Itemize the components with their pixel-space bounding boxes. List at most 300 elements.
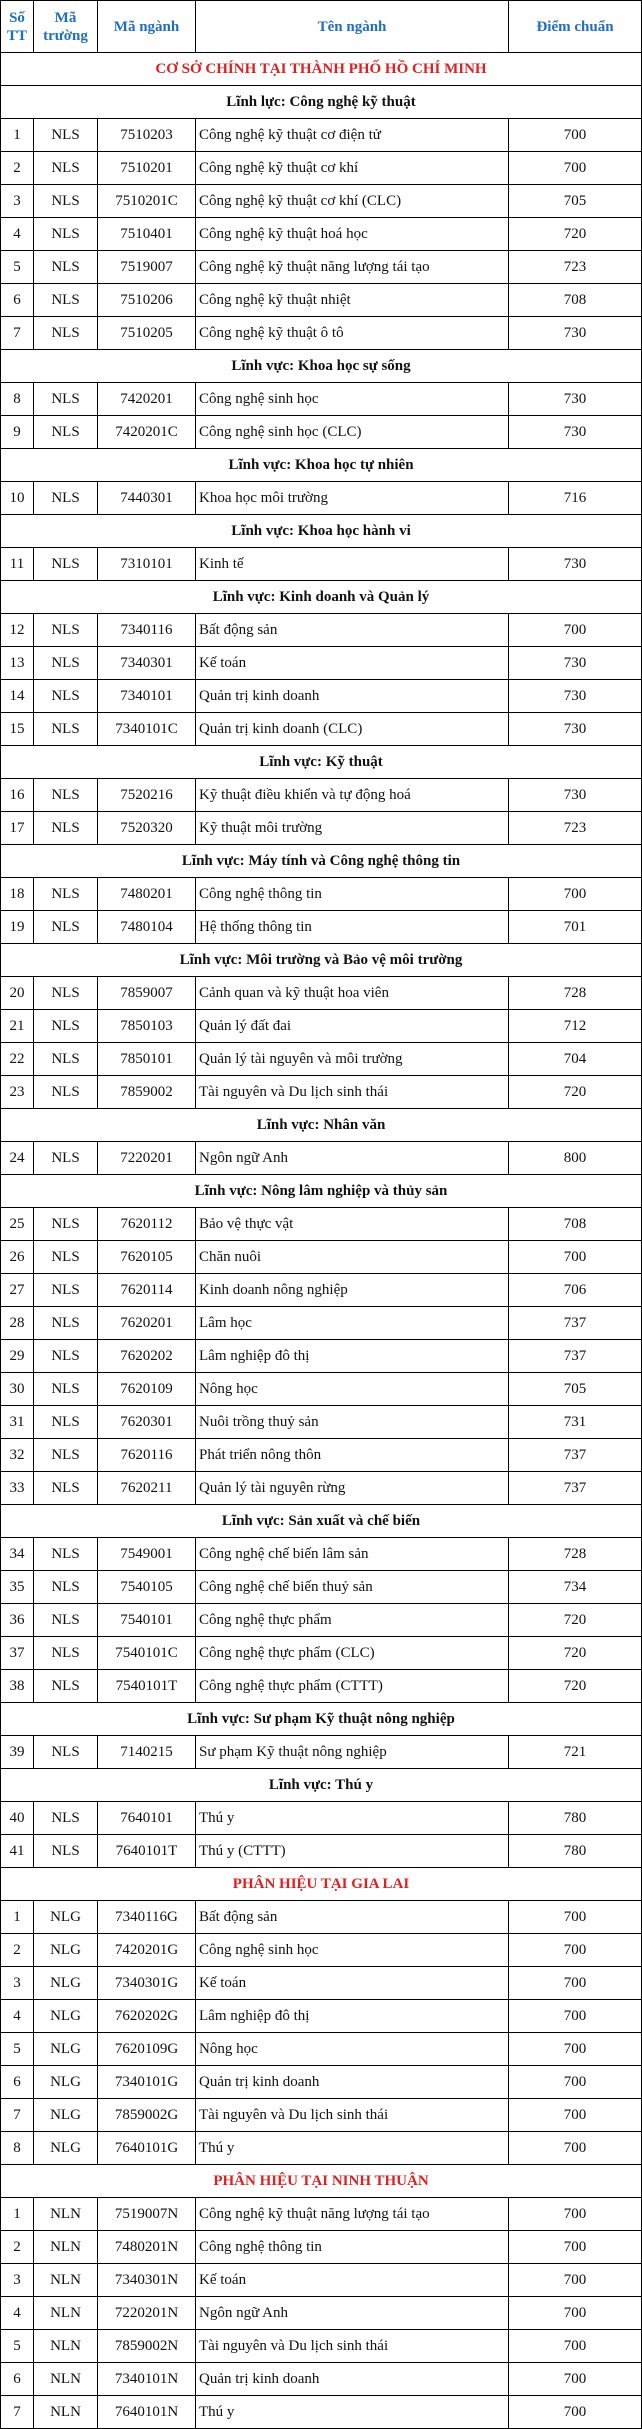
cell-stt: 17 <box>1 812 34 845</box>
cell-stt: 11 <box>1 548 34 581</box>
cell-major-code: 7480201N <box>98 2231 196 2264</box>
cell-cutoff-score: 731 <box>509 1406 642 1439</box>
cell-cutoff-score: 730 <box>509 416 642 449</box>
cell-stt: 14 <box>1 680 34 713</box>
cell-school-code: NLG <box>34 2000 98 2033</box>
cell-school-code: NLS <box>34 1241 98 1274</box>
table-row <box>1 119 642 152</box>
cell-cutoff-score: 700 <box>509 2396 642 2429</box>
cell-major-name: Quản lý tài nguyên và môi trường <box>196 1043 509 1076</box>
cell-major-name: Công nghệ kỹ thuật nhiệt <box>196 284 509 317</box>
cell-major-code: 7859002G <box>98 2099 196 2132</box>
campus-title: CƠ SỞ CHÍNH TẠI THÀNH PHỐ HỒ CHÍ MINH <box>1 53 642 86</box>
table-row <box>1 2396 642 2429</box>
cell-stt: 28 <box>1 1307 34 1340</box>
cell-stt: 38 <box>1 1670 34 1703</box>
cell-major-code: 7340101G <box>98 2066 196 2099</box>
cell-stt: 30 <box>1 1373 34 1406</box>
header-stt: Số TT <box>1 1 34 53</box>
cell-cutoff-score: 800 <box>509 1142 642 1175</box>
cell-stt: 19 <box>1 911 34 944</box>
cell-major-name: Ngôn ngữ Anh <box>196 1142 509 1175</box>
cell-stt: 5 <box>1 251 34 284</box>
field-row <box>1 515 642 548</box>
cell-major-name: Quản lý tài nguyên rừng <box>196 1472 509 1505</box>
cell-cutoff-score: 737 <box>509 1340 642 1373</box>
cell-school-code: NLS <box>34 185 98 218</box>
cell-major-name: Lâm học <box>196 1307 509 1340</box>
cell-cutoff-score: 723 <box>509 251 642 284</box>
cell-school-code: NLS <box>34 119 98 152</box>
cell-major-code: 7620202 <box>98 1340 196 1373</box>
table-row <box>1 1967 642 2000</box>
table-row <box>1 2231 642 2264</box>
campus-row <box>1 53 642 86</box>
table-row <box>1 548 642 581</box>
cell-stt: 7 <box>1 2099 34 2132</box>
table-row <box>1 680 642 713</box>
cell-stt: 29 <box>1 1340 34 1373</box>
table-row <box>1 1010 642 1043</box>
table-row <box>1 1637 642 1670</box>
cell-major-code: 7640101 <box>98 1802 196 1835</box>
cell-major-code: 7540101 <box>98 1604 196 1637</box>
cell-cutoff-score: 780 <box>509 1802 642 1835</box>
cell-stt: 25 <box>1 1208 34 1241</box>
cell-major-code: 7850103 <box>98 1010 196 1043</box>
cell-school-code: NLS <box>34 1571 98 1604</box>
cell-major-name: Quản trị kinh doanh (CLC) <box>196 713 509 746</box>
cell-school-code: NLN <box>34 2264 98 2297</box>
cell-major-name: Công nghệ sinh học <box>196 383 509 416</box>
cell-cutoff-score: 700 <box>509 614 642 647</box>
table-row <box>1 1472 642 1505</box>
cell-stt: 21 <box>1 1010 34 1043</box>
cell-cutoff-score: 720 <box>509 1076 642 1109</box>
cell-stt: 7 <box>1 317 34 350</box>
cell-school-code: NLS <box>34 1142 98 1175</box>
cell-major-code: 7340101C <box>98 713 196 746</box>
cell-major-code: 7859002N <box>98 2330 196 2363</box>
cell-major-code: 7620202G <box>98 2000 196 2033</box>
cell-major-code: 7850101 <box>98 1043 196 1076</box>
cell-school-code: NLS <box>34 878 98 911</box>
field-title: Lĩnh vực: Sản xuất và chế biến <box>1 1505 642 1538</box>
cell-school-code: NLS <box>34 251 98 284</box>
cell-major-name: Quản trị kinh doanh <box>196 2066 509 2099</box>
cell-school-code: NLS <box>34 1373 98 1406</box>
cell-stt: 26 <box>1 1241 34 1274</box>
table-row <box>1 1934 642 1967</box>
cell-major-code: 7420201 <box>98 383 196 416</box>
cell-major-code: 7480201 <box>98 878 196 911</box>
cell-school-code: NLS <box>34 1208 98 1241</box>
cell-school-code: NLS <box>34 317 98 350</box>
cell-cutoff-score: 720 <box>509 1670 642 1703</box>
cell-cutoff-score: 700 <box>509 2000 642 2033</box>
cell-major-name: Công nghệ kỹ thuật cơ khí (CLC) <box>196 185 509 218</box>
cell-cutoff-score: 700 <box>509 1934 642 1967</box>
cell-stt: 2 <box>1 2231 34 2264</box>
field-title: Lĩnh vực: Khoa học sự sống <box>1 350 642 383</box>
cell-stt: 5 <box>1 2033 34 2066</box>
table-row <box>1 2000 642 2033</box>
table-row <box>1 2066 642 2099</box>
cell-major-name: Kế toán <box>196 1967 509 2000</box>
field-row <box>1 1505 642 1538</box>
cell-cutoff-score: 728 <box>509 1538 642 1571</box>
cell-major-name: Tài nguyên và Du lịch sinh thái <box>196 2099 509 2132</box>
cell-major-code: 7340301 <box>98 647 196 680</box>
table-row <box>1 185 642 218</box>
cell-major-code: 7340101 <box>98 680 196 713</box>
cell-cutoff-score: 700 <box>509 152 642 185</box>
cell-school-code: NLS <box>34 1802 98 1835</box>
table-row <box>1 482 642 515</box>
cell-major-code: 7620116 <box>98 1439 196 1472</box>
cell-major-code: 7519007N <box>98 2198 196 2231</box>
cell-major-code: 7620301 <box>98 1406 196 1439</box>
cell-stt: 3 <box>1 2264 34 2297</box>
table-row <box>1 1802 642 1835</box>
cell-stt: 1 <box>1 2198 34 2231</box>
cell-major-code: 7510203 <box>98 119 196 152</box>
cell-major-name: Công nghệ thực phẩm (CTTT) <box>196 1670 509 1703</box>
cell-stt: 15 <box>1 713 34 746</box>
cell-cutoff-score: 700 <box>509 2330 642 2363</box>
cell-major-code: 7620109G <box>98 2033 196 2066</box>
cell-stt: 13 <box>1 647 34 680</box>
cell-stt: 12 <box>1 614 34 647</box>
cell-school-code: NLS <box>34 1010 98 1043</box>
table-row <box>1 1571 642 1604</box>
cell-major-name: Nông học <box>196 1373 509 1406</box>
cell-cutoff-score: 700 <box>509 1901 642 1934</box>
field-title: Lĩnh vực: Thú y <box>1 1769 642 1802</box>
cell-major-name: Quản trị kinh doanh <box>196 2363 509 2396</box>
cell-stt: 18 <box>1 878 34 911</box>
table-row <box>1 1043 642 1076</box>
cell-cutoff-score: 716 <box>509 482 642 515</box>
cell-stt: 4 <box>1 218 34 251</box>
cell-major-code: 7620112 <box>98 1208 196 1241</box>
cell-school-code: NLS <box>34 779 98 812</box>
cell-major-name: Khoa học môi trường <box>196 482 509 515</box>
field-title: Lĩnh vực: Khoa học hành vi <box>1 515 642 548</box>
cell-cutoff-score: 730 <box>509 317 642 350</box>
cell-major-name: Công nghệ kỹ thuật hoá học <box>196 218 509 251</box>
cell-major-code: 7510401 <box>98 218 196 251</box>
cell-stt: 10 <box>1 482 34 515</box>
table-row <box>1 977 642 1010</box>
cell-school-code: NLG <box>34 1934 98 1967</box>
field-title: Lĩnh vực: Khoa học tự nhiên <box>1 449 642 482</box>
cell-major-code: 7510205 <box>98 317 196 350</box>
cell-cutoff-score: 730 <box>509 713 642 746</box>
cell-stt: 1 <box>1 1901 34 1934</box>
campus-title: PHÂN HIỆU TẠI NINH THUẬN <box>1 2165 642 2198</box>
table-row <box>1 2330 642 2363</box>
cell-major-code: 7440301 <box>98 482 196 515</box>
cell-cutoff-score: 704 <box>509 1043 642 1076</box>
cell-major-code: 7620109 <box>98 1373 196 1406</box>
cell-school-code: NLG <box>34 2033 98 2066</box>
cell-cutoff-score: 728 <box>509 977 642 1010</box>
cell-school-code: NLS <box>34 1439 98 1472</box>
cell-major-name: Tài nguyên và Du lịch sinh thái <box>196 2330 509 2363</box>
cell-school-code: NLS <box>34 647 98 680</box>
cell-cutoff-score: 708 <box>509 284 642 317</box>
header-major-code: Mã ngành <box>98 1 196 53</box>
field-title: Lĩnh vực: Máy tính và Công nghệ thông tin <box>1 845 642 878</box>
table-row <box>1 1406 642 1439</box>
cell-major-name: Quản lý đất đai <box>196 1010 509 1043</box>
cell-cutoff-score: 705 <box>509 1373 642 1406</box>
cell-cutoff-score: 720 <box>509 1637 642 1670</box>
cell-major-code: 7510201 <box>98 152 196 185</box>
cell-major-name: Kinh doanh nông nghiệp <box>196 1274 509 1307</box>
cell-major-name: Công nghệ kỹ thuật cơ điện tử <box>196 119 509 152</box>
table-row <box>1 713 642 746</box>
cell-cutoff-score: 700 <box>509 2363 642 2396</box>
cell-major-code: 7859007 <box>98 977 196 1010</box>
cell-school-code: NLS <box>34 548 98 581</box>
cell-stt: 22 <box>1 1043 34 1076</box>
field-title: Lĩnh vực: Kỹ thuật <box>1 746 642 779</box>
cell-school-code: NLS <box>34 1538 98 1571</box>
field-title: Lĩnh vực: Sư phạm Kỹ thuật nông nghiệp <box>1 1703 642 1736</box>
cell-major-code: 7640101G <box>98 2132 196 2165</box>
table-row <box>1 2198 642 2231</box>
table-row <box>1 2264 642 2297</box>
cell-cutoff-score: 700 <box>509 1241 642 1274</box>
field-row <box>1 350 642 383</box>
table-row <box>1 1670 642 1703</box>
cell-stt: 3 <box>1 185 34 218</box>
cell-major-name: Ngôn ngữ Anh <box>196 2297 509 2330</box>
cell-stt: 4 <box>1 2000 34 2033</box>
cell-cutoff-score: 700 <box>509 2132 642 2165</box>
cell-school-code: NLN <box>34 2330 98 2363</box>
cell-stt: 27 <box>1 1274 34 1307</box>
field-row <box>1 746 642 779</box>
cell-school-code: NLS <box>34 1043 98 1076</box>
cell-cutoff-score: 706 <box>509 1274 642 1307</box>
cell-school-code: NLS <box>34 1076 98 1109</box>
table-row <box>1 416 642 449</box>
cell-school-code: NLS <box>34 1307 98 1340</box>
campus-row <box>1 2165 642 2198</box>
cell-major-code: 7220201 <box>98 1142 196 1175</box>
cell-stt: 7 <box>1 2396 34 2429</box>
cell-major-name: Sư phạm Kỹ thuật nông nghiệp <box>196 1736 509 1769</box>
cell-major-name: Hệ thống thông tin <box>196 911 509 944</box>
field-title: Lĩnh vực: Nông lâm nghiệp và thủy sản <box>1 1175 642 1208</box>
field-title: Lĩnh lực: Công nghệ kỹ thuật <box>1 86 642 119</box>
cell-school-code: NLN <box>34 2363 98 2396</box>
field-row <box>1 449 642 482</box>
cell-school-code: NLS <box>34 1835 98 1868</box>
cell-cutoff-score: 700 <box>509 2264 642 2297</box>
cell-major-name: Thú y <box>196 2396 509 2429</box>
cell-stt: 40 <box>1 1802 34 1835</box>
cell-major-name: Lâm nghiệp đô thị <box>196 1340 509 1373</box>
cell-school-code: NLS <box>34 812 98 845</box>
cell-major-code: 7140215 <box>98 1736 196 1769</box>
cell-major-code: 7640101T <box>98 1835 196 1868</box>
cell-stt: 4 <box>1 2297 34 2330</box>
table-row <box>1 812 642 845</box>
cell-major-code: 7540105 <box>98 1571 196 1604</box>
cell-major-name: Công nghệ kỹ thuật năng lượng tái tạo <box>196 2198 509 2231</box>
cell-major-code: 7620201 <box>98 1307 196 1340</box>
cell-stt: 24 <box>1 1142 34 1175</box>
table-row <box>1 1142 642 1175</box>
table-row <box>1 1340 642 1373</box>
table-row <box>1 1373 642 1406</box>
cell-school-code: NLG <box>34 2066 98 2099</box>
table-row <box>1 647 642 680</box>
cell-major-name: Bảo vệ thực vật <box>196 1208 509 1241</box>
table-row <box>1 317 642 350</box>
cell-stt: 6 <box>1 284 34 317</box>
campus-title: PHÂN HIỆU TẠI GIA LAI <box>1 1868 642 1901</box>
cell-stt: 39 <box>1 1736 34 1769</box>
cell-major-name: Công nghệ kỹ thuật ô tô <box>196 317 509 350</box>
cell-major-code: 7310101 <box>98 548 196 581</box>
cell-school-code: NLS <box>34 152 98 185</box>
cell-major-name: Công nghệ kỹ thuật năng lượng tái tạo <box>196 251 509 284</box>
cell-major-code: 7620211 <box>98 1472 196 1505</box>
cell-stt: 6 <box>1 2066 34 2099</box>
cell-cutoff-score: 700 <box>509 2231 642 2264</box>
cell-cutoff-score: 700 <box>509 878 642 911</box>
field-row <box>1 581 642 614</box>
cell-major-name: Kinh tế <box>196 548 509 581</box>
table-row <box>1 383 642 416</box>
cell-school-code: NLS <box>34 1472 98 1505</box>
cell-major-name: Chăn nuôi <box>196 1241 509 1274</box>
cell-cutoff-score: 730 <box>509 548 642 581</box>
cell-major-code: 7540101T <box>98 1670 196 1703</box>
cell-major-code: 7340101N <box>98 2363 196 2396</box>
table-row <box>1 614 642 647</box>
cell-stt: 23 <box>1 1076 34 1109</box>
table-row <box>1 2363 642 2396</box>
table-row <box>1 1538 642 1571</box>
cell-major-code: 7520216 <box>98 779 196 812</box>
cell-stt: 33 <box>1 1472 34 1505</box>
table-body <box>1 53 642 2429</box>
field-row <box>1 944 642 977</box>
cell-major-name: Công nghệ thực phẩm <box>196 1604 509 1637</box>
cell-major-code: 7220201N <box>98 2297 196 2330</box>
cell-major-name: Thú y <box>196 2132 509 2165</box>
cell-school-code: NLS <box>34 1340 98 1373</box>
cell-school-code: NLS <box>34 713 98 746</box>
table-row <box>1 1901 642 1934</box>
field-title: Lĩnh vực: Môi trường và Bảo vệ môi trường <box>1 944 642 977</box>
cell-school-code: NLG <box>34 1967 98 2000</box>
cell-major-name: Kỹ thuật điều khiển và tự động hoá <box>196 779 509 812</box>
cell-cutoff-score: 737 <box>509 1439 642 1472</box>
cell-school-code: NLG <box>34 2132 98 2165</box>
cell-cutoff-score: 730 <box>509 383 642 416</box>
cell-cutoff-score: 734 <box>509 1571 642 1604</box>
table-row <box>1 1736 642 1769</box>
cell-major-name: Kế toán <box>196 647 509 680</box>
table-row <box>1 152 642 185</box>
cell-cutoff-score: 721 <box>509 1736 642 1769</box>
cell-stt: 6 <box>1 2363 34 2396</box>
cell-major-code: 7420201G <box>98 1934 196 1967</box>
cell-stt: 2 <box>1 152 34 185</box>
table-row <box>1 1208 642 1241</box>
cell-school-code: NLS <box>34 614 98 647</box>
cell-stt: 37 <box>1 1637 34 1670</box>
cell-stt: 5 <box>1 2330 34 2363</box>
table-row <box>1 1307 642 1340</box>
cell-school-code: NLS <box>34 977 98 1010</box>
cell-cutoff-score: 700 <box>509 119 642 152</box>
cell-cutoff-score: 708 <box>509 1208 642 1241</box>
table-row <box>1 1241 642 1274</box>
cell-major-name: Công nghệ thực phẩm (CLC) <box>196 1637 509 1670</box>
cell-major-name: Công nghệ chế biến lâm sản <box>196 1538 509 1571</box>
table-row <box>1 2033 642 2066</box>
table-row <box>1 1076 642 1109</box>
cell-major-name: Kế toán <box>196 2264 509 2297</box>
cell-cutoff-score: 720 <box>509 1604 642 1637</box>
cell-stt: 32 <box>1 1439 34 1472</box>
cell-major-code: 7549001 <box>98 1538 196 1571</box>
cell-cutoff-score: 700 <box>509 2198 642 2231</box>
cell-school-code: NLS <box>34 1604 98 1637</box>
cell-school-code: NLS <box>34 416 98 449</box>
table-row <box>1 1439 642 1472</box>
table-row <box>1 218 642 251</box>
cell-cutoff-score: 712 <box>509 1010 642 1043</box>
header-major-name: Tên ngành <box>196 1 509 53</box>
cell-cutoff-score: 730 <box>509 680 642 713</box>
cell-cutoff-score: 780 <box>509 1835 642 1868</box>
cell-cutoff-score: 730 <box>509 647 642 680</box>
cell-cutoff-score: 737 <box>509 1307 642 1340</box>
field-title: Lĩnh vực: Kinh doanh và Quản lý <box>1 581 642 614</box>
header-cutoff-score: Điểm chuẩn <box>509 1 642 53</box>
cell-stt: 1 <box>1 119 34 152</box>
cell-major-name: Phát triển nông thôn <box>196 1439 509 1472</box>
cell-major-name: Công nghệ sinh học (CLC) <box>196 416 509 449</box>
table-row <box>1 1604 642 1637</box>
cell-school-code: NLS <box>34 680 98 713</box>
table-row <box>1 878 642 911</box>
field-row <box>1 86 642 119</box>
cell-major-code: 7510201C <box>98 185 196 218</box>
cell-major-name: Nuôi trồng thuỷ sản <box>196 1406 509 1439</box>
field-row <box>1 1769 642 1802</box>
cell-major-code: 7640101N <box>98 2396 196 2429</box>
cell-cutoff-score: 737 <box>509 1472 642 1505</box>
cell-major-code: 7520320 <box>98 812 196 845</box>
cell-school-code: NLS <box>34 383 98 416</box>
cell-cutoff-score: 700 <box>509 2297 642 2330</box>
cell-major-name: Nông học <box>196 2033 509 2066</box>
cell-major-code: 7340301N <box>98 2264 196 2297</box>
campus-row <box>1 1868 642 1901</box>
table-row <box>1 779 642 812</box>
cell-school-code: NLG <box>34 2099 98 2132</box>
